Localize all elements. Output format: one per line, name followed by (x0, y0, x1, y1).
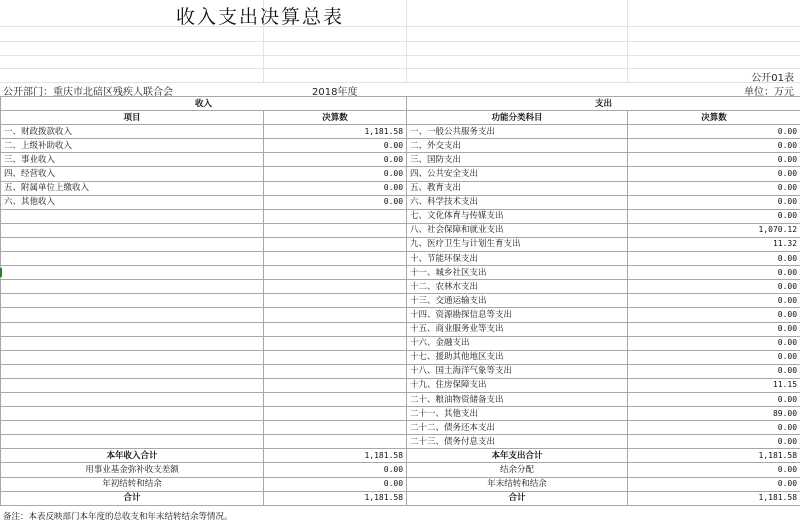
table-row (1, 252, 800, 266)
income-item-cell[interactable] (1, 280, 264, 294)
income-amount-cell[interactable] (264, 364, 407, 378)
income-item-cell[interactable] (1, 209, 264, 223)
table-row (1, 266, 800, 280)
income-total-label[interactable]: 本年收入合计 (1, 449, 264, 463)
table-row (1, 223, 800, 237)
income-amount-cell[interactable] (264, 392, 407, 406)
total-row (1, 477, 800, 491)
expense-total-value[interactable]: 1,181.58 (628, 449, 800, 463)
expense-item-cell[interactable]: 七、文化体育与传媒支出 (407, 209, 628, 223)
total-row (1, 491, 800, 505)
col-header-item[interactable]: 项目 (1, 111, 264, 125)
expense-amount-cell[interactable]: 0.00 (628, 125, 800, 139)
income-amount-cell[interactable] (264, 350, 407, 364)
expense-item-cell[interactable]: 四、公共安全支出 (407, 167, 628, 181)
section-header-row (1, 97, 800, 111)
expense-amount-cell[interactable]: 0.00 (628, 364, 800, 378)
income-amount-cell[interactable]: 1,181.58 (264, 125, 407, 139)
income-item-cell[interactable]: 六、其他收入 (1, 195, 264, 209)
expense-amount-cell[interactable]: 0.00 (628, 392, 800, 406)
income-amount-cell[interactable] (264, 322, 407, 336)
table-row (1, 294, 800, 308)
table-row (1, 364, 800, 378)
expense-item-cell[interactable]: 十二、农林水支出 (407, 280, 628, 294)
income-item-cell[interactable] (1, 421, 264, 435)
table-row (1, 435, 800, 449)
expense-item-cell[interactable]: 五、教育支出 (407, 181, 628, 195)
income-item-cell[interactable] (1, 435, 264, 449)
year-label: 2018年度 (312, 87, 358, 98)
income-item-cell[interactable] (1, 237, 264, 251)
table-row (1, 350, 800, 364)
income-amount-cell[interactable] (264, 237, 407, 251)
expense-amount-cell[interactable]: 0.00 (628, 322, 800, 336)
income-amount-cell[interactable]: 0.00 (264, 195, 407, 209)
income-item-cell[interactable] (1, 378, 264, 392)
expense-amount-cell[interactable]: 0.00 (628, 195, 800, 209)
income-amount-cell[interactable] (264, 209, 407, 223)
income-amount-cell[interactable]: 0.00 (264, 139, 407, 153)
income-total-label[interactable]: 年初结转和结余 (1, 477, 264, 491)
expense-item-cell[interactable]: 六、科学技术支出 (407, 195, 628, 209)
table-row (1, 407, 800, 421)
expense-item-cell[interactable]: 二十二、债务还本支出 (407, 421, 628, 435)
table-row (1, 322, 800, 336)
income-expense-table (0, 96, 800, 506)
expense-amount-cell[interactable]: 0.00 (628, 280, 800, 294)
income-amount-cell[interactable]: 0.00 (264, 167, 407, 181)
table-row (1, 421, 800, 435)
cell-cursor-marker (0, 268, 2, 277)
income-amount-cell[interactable] (264, 294, 407, 308)
expense-item-cell[interactable]: 九、医疗卫生与计划生育支出 (407, 237, 628, 251)
expense-item-cell[interactable]: 十六、金融支出 (407, 336, 628, 350)
page-title: 收入支出决算总表 (175, 6, 344, 28)
table-row (1, 378, 800, 392)
expense-item-cell[interactable]: 十、节能环保支出 (407, 252, 628, 266)
expense-amount-cell[interactable]: 0.00 (628, 139, 800, 153)
total-row (1, 463, 800, 477)
expense-item-cell[interactable]: 二十一、其他支出 (407, 407, 628, 421)
income-item-cell[interactable] (1, 322, 264, 336)
expense-amount-cell[interactable]: 0.00 (628, 209, 800, 223)
income-amount-cell[interactable] (264, 223, 407, 237)
expense-amount-cell[interactable]: 1,070.12 (628, 223, 800, 237)
expense-item-cell[interactable]: 二、外交支出 (407, 139, 628, 153)
expense-amount-cell[interactable]: 0.00 (628, 294, 800, 308)
expense-item-cell[interactable]: 十八、国土海洋气象等支出 (407, 364, 628, 378)
expense-amount-cell[interactable]: 11.15 (628, 378, 800, 392)
income-total-value[interactable]: 0.00 (264, 477, 407, 491)
table-row (1, 153, 800, 167)
table-row (1, 237, 800, 251)
footnote: 备注：本表反映部门本年度的总收支和年末结转结余等情况。 (3, 512, 233, 522)
expense-item-cell[interactable]: 二十、粮油物资储备支出 (407, 392, 628, 406)
expense-item-cell[interactable]: 二十三、债务付息支出 (407, 435, 628, 449)
expense-item-cell[interactable]: 十九、住房保障支出 (407, 378, 628, 392)
expense-item-cell[interactable]: 十四、资源勘探信息等支出 (407, 308, 628, 322)
table-row (1, 195, 800, 209)
expense-section-header[interactable]: 支出 (407, 97, 800, 111)
table-row (1, 308, 800, 322)
income-amount-cell[interactable] (264, 336, 407, 350)
expense-amount-cell[interactable]: 0.00 (628, 308, 800, 322)
income-total-value[interactable]: 1,181.58 (264, 491, 407, 505)
income-total-value[interactable]: 0.00 (264, 463, 407, 477)
income-amount-cell[interactable]: 0.00 (264, 181, 407, 195)
expense-item-cell[interactable]: 八、社会保障和就业支出 (407, 223, 628, 237)
income-amount-cell[interactable] (264, 308, 407, 322)
expense-amount-cell[interactable]: 0.00 (628, 266, 800, 280)
table-row (1, 139, 800, 153)
income-amount-cell[interactable] (264, 378, 407, 392)
expense-item-cell[interactable]: 十五、商业服务业等支出 (407, 322, 628, 336)
income-item-cell[interactable] (1, 308, 264, 322)
income-amount-cell[interactable] (264, 421, 407, 435)
income-item-cell[interactable] (1, 294, 264, 308)
income-amount-cell[interactable] (264, 252, 407, 266)
column-header-row (1, 111, 800, 125)
grid-col-line (627, 0, 628, 82)
income-item-cell[interactable] (1, 392, 264, 406)
income-section-header[interactable]: 收入 (1, 97, 407, 111)
unit-label: 单位：万元 (744, 87, 794, 98)
expense-total-value[interactable]: 0.00 (628, 477, 800, 491)
income-amount-cell[interactable] (264, 407, 407, 421)
table-row (1, 125, 800, 139)
expense-total-value[interactable]: 1,181.58 (628, 491, 800, 505)
income-item-cell[interactable] (1, 407, 264, 421)
col-header-amount[interactable]: 决算数 (264, 111, 407, 125)
expense-item-cell[interactable]: 十三、交通运输支出 (407, 294, 628, 308)
income-total-value[interactable]: 1,181.58 (264, 449, 407, 463)
expense-amount-cell[interactable]: 0.00 (628, 350, 800, 364)
expense-item-cell[interactable]: 十七、援助其他地区支出 (407, 350, 628, 364)
table-row (1, 181, 800, 195)
total-row (1, 449, 800, 463)
expense-amount-cell[interactable]: 0.00 (628, 153, 800, 167)
col-header-amount-2[interactable]: 决算数 (628, 111, 800, 125)
income-item-cell[interactable] (1, 364, 264, 378)
income-item-cell[interactable]: 三、事业收入 (1, 153, 264, 167)
income-total-label[interactable]: 用事业基金弥补收支差额 (1, 463, 264, 477)
table-row (1, 392, 800, 406)
department-label: 公开部门：重庆市北碚区残疾人联合会 (3, 87, 173, 98)
income-amount-cell[interactable] (264, 280, 407, 294)
income-item-cell[interactable] (1, 336, 264, 350)
income-total-label[interactable]: 合计 (1, 491, 264, 505)
expense-amount-cell[interactable]: 0.00 (628, 336, 800, 350)
expense-amount-cell[interactable]: 0.00 (628, 435, 800, 449)
income-item-cell[interactable]: 四、经营收入 (1, 167, 264, 181)
expense-amount-cell[interactable]: 0.00 (628, 252, 800, 266)
income-amount-cell[interactable] (264, 266, 407, 280)
expense-item-cell[interactable]: 三、国防支出 (407, 153, 628, 167)
expense-total-label[interactable]: 合计 (407, 491, 628, 505)
expense-total-label[interactable]: 本年支出合计 (407, 449, 628, 463)
col-header-function-class[interactable]: 功能分类科目 (407, 111, 628, 125)
expense-amount-cell[interactable]: 0.00 (628, 167, 800, 181)
income-item-cell[interactable]: 二、上级补助收入 (1, 139, 264, 153)
income-item-cell[interactable]: 五、附属单位上缴收入 (1, 181, 264, 195)
income-amount-cell[interactable]: 0.00 (264, 153, 407, 167)
income-item-cell[interactable] (1, 252, 264, 266)
income-amount-cell[interactable] (264, 435, 407, 449)
income-item-cell[interactable] (1, 350, 264, 364)
expense-total-label[interactable]: 年末结转和结余 (407, 477, 628, 491)
expense-amount-cell[interactable]: 89.00 (628, 407, 800, 421)
table-row (1, 280, 800, 294)
expense-amount-cell[interactable]: 0.00 (628, 421, 800, 435)
expense-item-cell[interactable]: 一、一般公共服务支出 (407, 125, 628, 139)
expense-total-value[interactable]: 0.00 (628, 463, 800, 477)
table-row (1, 209, 800, 223)
expense-total-label[interactable]: 结余分配 (407, 463, 628, 477)
expense-item-cell[interactable]: 十一、城乡社区支出 (407, 266, 628, 280)
form-code: 公开01表 (751, 73, 794, 84)
expense-amount-cell[interactable]: 0.00 (628, 181, 800, 195)
income-item-cell[interactable] (1, 266, 264, 280)
income-item-cell[interactable] (1, 223, 264, 237)
table-row (1, 167, 800, 181)
income-item-cell[interactable]: 一、财政拨款收入 (1, 125, 264, 139)
table-row (1, 336, 800, 350)
expense-amount-cell[interactable]: 11.32 (628, 237, 800, 251)
